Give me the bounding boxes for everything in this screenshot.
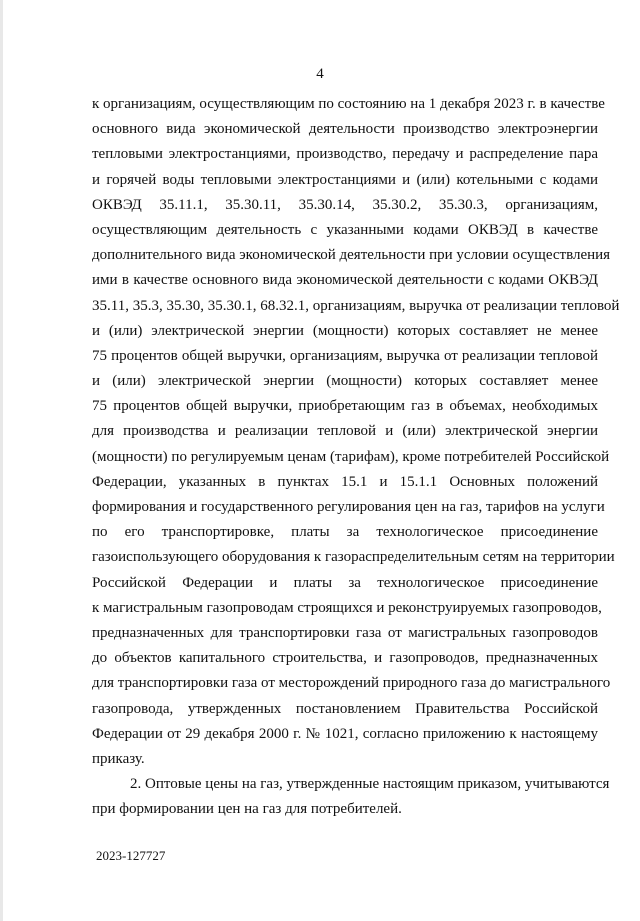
text-line: формирования и государственного регулирования цен на газ, тарифов на услуги <box>92 499 605 515</box>
document-body <box>92 92 620 822</box>
text-line: Федерации, указанных в пунктах 15.1 и 15.1.1 Основных положений <box>92 473 598 490</box>
text-line: 75 процентов общей выручки, организациям, выручка от реализации тепловой <box>92 347 598 364</box>
scan-edge <box>0 0 3 921</box>
text-line: 75 процентов общей выручки, приобретающим газ в объемах, необходимых <box>92 398 598 415</box>
paragraph-1 <box>92 92 620 772</box>
text-line: при формировании цен на газ для потребителей. <box>92 801 402 818</box>
document-code: 2023-127727 <box>96 848 166 863</box>
text-line: основного вида экономической деятельности производство электроэнергии <box>92 121 598 138</box>
text-line: ОКВЭД 35.11.1, 35.30.11, 35.30.14, 35.30.2, 35.30.3, организациям, <box>92 196 598 213</box>
page-number: 4 <box>316 66 324 82</box>
text-line: к магистральным газопроводам строящихся и реконструируемых газопроводов, <box>92 599 602 616</box>
text-line: осуществляющим деятельность с указанными кодами ОКВЭД в качестве <box>92 221 598 238</box>
text-line: и (или) электрической энергии (мощности) которых составляет менее <box>92 373 598 390</box>
text-line: и горячей воды тепловыми электростанциями и (или) котельными с кодами <box>92 171 598 188</box>
text-line: Федерации от 29 декабря 2000 г. № 1021, согласно приложению к настоящему <box>92 725 598 742</box>
text-line: Российской Федерации и платы за технологическое присоединение <box>92 574 598 591</box>
text-line: тепловыми электростанциями, производство, передачу и распределение пара <box>92 146 598 163</box>
text-line: 2. Оптовые цены на газ, утвержденные настоящим приказом, учитываются <box>130 776 610 793</box>
text-line: (мощности) по регулируемым ценам (тарифам), кроме потребителей Российской <box>92 448 610 465</box>
text-line: для производства и реализации тепловой и (или) электрической энергии <box>92 423 598 440</box>
text-line: до объектов капитального строительства, и газопроводов, предназначенных <box>92 650 598 667</box>
text-line: предназначенных для транспортировки газа от магистральных газопроводов <box>92 624 598 641</box>
text-line: приказу. <box>92 750 145 767</box>
text-line: дополнительного вида экономической деятельности при условии осуществления <box>92 247 611 264</box>
text-line: газопровода, утвержденных постановлением Правительства Российской <box>92 700 598 717</box>
text-line: по его транспортировке, платы за технологическое присоединение <box>92 524 598 541</box>
text-line: к организациям, осуществляющим по состоянию на 1 декабря 2023 г. в качестве <box>92 96 605 112</box>
paragraph-2 <box>92 772 610 822</box>
text-line: и (или) электрической энергии (мощности) которых составляет не менее <box>92 322 598 339</box>
text-line: ими в качестве основного вида экономической деятельности с кодами ОКВЭД <box>92 272 598 289</box>
text-line: 35.11, 35.3, 35.30, 35.30.1, 68.32.1, организациям, выручка от реализации тепловой <box>92 297 620 314</box>
text-line: газоиспользующего оборудования к газораспределительным сетям на территории <box>92 549 615 566</box>
text-line: для транспортировки газа от месторождений природного газа до магистрального <box>92 675 611 692</box>
